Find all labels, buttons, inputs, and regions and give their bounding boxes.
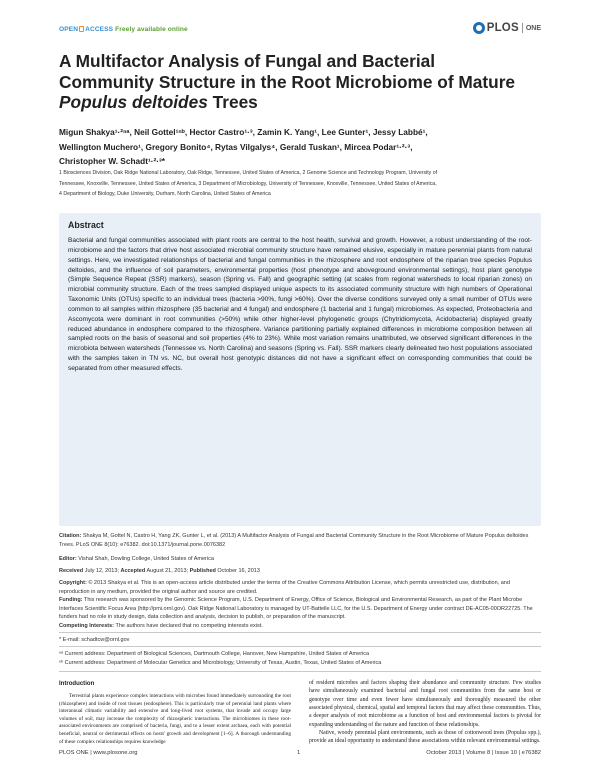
- author-line-2: Wellington Muchero¹, Gregory Bonito⁴, Rytas Vilgalys⁴, Gerald Tuskan¹, Mircea Podar¹·²·³,: [59, 141, 413, 152]
- email-line: [59, 636, 541, 645]
- funding-text: This research was sponsored by the Genomic Science Program, U.S. Department of Energy, Office of Science, Biological and Environmental Research, as part of the Plant Microbe Interfaces Scientific Focus Area (http://pmi.ornl.gov). Oak Ridge National Laboratory is managed by UT-Battelle LLC, for the U.S. Department of Energy under contract DE-AC05-00OR22725. The funders had no role in study design, data collection and analysis, decision to publish, or preparation of the manuscript.: [59, 597, 533, 621]
- footer-page-number: 1: [297, 750, 301, 756]
- copyright-label: Copyright:: [59, 580, 87, 586]
- footer-issue-info: October 2013 | Volume 8 | Issue 10 | e76382: [426, 750, 541, 756]
- abstract-text: Bacterial and fungal communities associated with plant roots are central to the host health, survival and growth. However, a robust understanding of the root-microbiome and the factors that drive host associated microbial community structure have remained elusive, especially in mature perennial plants from natural settings. Here, we investigated relationships of bacterial and fungal communities in the rhizosphere and root endosphere of the riparian tree species Populus deltoides, and the influence of soil parameters, environmental properties (host phenotype and aboveground environmental settings), host plant genotype (Simple Sequence Repeat (SSR) markers), season (Spring vs. Fall) and geographic setting (at scales from regional watersheds to local riparian zones) on microbial community structure. Each of the trees sampled displayed unique aspects to its associated community structure with high numbers of Operational Taxonomic Units (OTUs) specific to an individual trees (bacteria >90%, fungi >60%). Over the diverse conditions surveyed only a small number of OTUs were common to all samples within rhizosphere (35 bacterial and 4 fungal) and endosphere (1 bacterial and 1 fungal) microbiomes. As expected, Proteobacteria and Ascomycota were dominant in root communities (>50%) while other higher-level phylogenetic groups (Chytridiomycota, Acidobacteria) displayed greatly reduced abundance in endosphere compared to the rhizosphere. Variance partitioning partially explained differences in microbiome composition between all sampled roots on the basis of seasonal and soil properties (4% to 23%). While most variation remains unattributed, we observed significant differences in the microbiota between watersheds (Tennessee vs. North Carolina) and seasons (Spring vs. Fall). SSR markers clearly delineated two host populations associated with the samples taken in TN vs. NC, but overall host genotypic distances did not have a significant effect on corresponding communities that could be separated from other measured effects.: [68, 237, 532, 372]
- journal-sub-logo: ONE: [525, 24, 541, 32]
- title-line-1: A Multifactor Analysis of Fungal and Bacterial: [59, 51, 436, 71]
- accepted-date: August 21, 2013;: [146, 568, 189, 574]
- access-word: ACCESS: [85, 26, 114, 33]
- citation-text[interactable]: Shakya M, Gottel N, Castro H, Yang ZK, Gunter L, et al. (2013) A Multifactor Analysis of Fungal and Bacterial Community Structure in the Root Microbiome of Mature Populus deltoides Trees. PLoS ONE 8(10): e76382. doi:10.1371/journal.pone.0076382: [59, 533, 529, 548]
- open-access-word: OPEN: [59, 26, 79, 33]
- affiliation-line-1: 1 Biosciences Division, Oak Ridge National Laboratory, Oak Ridge, Tennessee, United States of America, 2 Genome Science and Technology Program, University of: [59, 170, 438, 176]
- plos-circle-icon: [473, 22, 485, 34]
- article-title: [59, 51, 549, 113]
- corresponding-email[interactable]: * E-mail: schadtcw@ornl.gov: [59, 637, 130, 643]
- journal-header-bar: [59, 24, 541, 38]
- dates-line: [59, 567, 541, 576]
- open-lock-icon: [79, 26, 84, 32]
- author-line-1: Migun Shakya¹·²ⁿᵃ, Neil Gottel¹ⁿᵇ, Hector Castro¹·³, Zamin K. Yang¹, Lee Gunter¹, Jessy Labbé¹,: [59, 127, 428, 137]
- intro-right-column: [309, 679, 541, 746]
- footer-journal-url[interactable]: PLOS ONE | www.plosone.org: [59, 750, 138, 756]
- meta-divider-2: [59, 646, 541, 647]
- editor-text: Vishal Shah, Dowling College, United States of America: [78, 556, 214, 562]
- author-list: [59, 125, 549, 169]
- funding-label: Funding:: [59, 597, 83, 603]
- funding-block: [59, 596, 541, 622]
- intro-left-column: [59, 679, 291, 746]
- title-species: Populus deltoides: [59, 92, 208, 112]
- copyright-text: © 2013 Shakya et al. This is an open-access article distributed under the terms of the Creative Commons Attribution License, which permits unrestricted use, distribution, and reproduction in any medium, provided the original author and source are credited.: [59, 580, 510, 595]
- abstract-box: [59, 213, 541, 526]
- freely-available-label: Freely available online: [115, 26, 188, 33]
- editor-line: [59, 555, 541, 564]
- published-date: October 16, 2013: [217, 568, 260, 574]
- current-address-a-text: ⁿᵃ Current address: Department of Biological Sciences, Dartmouth College, Hanover, New Hampshire, United States of America: [59, 651, 370, 657]
- accepted-label: Accepted: [120, 568, 146, 574]
- current-address-b: [59, 659, 541, 668]
- affiliation-line-2: Tennessee, Knoxville, Tennessee, United States of America, 3 Department of Microbiology, University of Tennessee, Knoxville, Tennessee, United States of America,: [59, 180, 437, 187]
- current-address-b-text: ⁿᵇ Current address: Department of Molecular Genetics and Microbiology, University of Texas, Austin, Texas, United States of America: [59, 660, 382, 666]
- citation-block: [59, 532, 541, 549]
- intro-paragraph-1: Terrestrial plants experience complex interactions with microbes found immediately surrounding the root (rhizosphere) and inside of root tissues (endosphere). This is particularly true of perennial land plants where interannual climatic variability and extensive and long-lived root systems, that invade and occupy large volumes of soil, may increase the complexity of rhizospheric interactions. The microbiomes in these root-associated environments are comprised of bacteria, fungi, and to a lesser extent archaea, each with potential beneficial, neutral or detrimental effects on hosts' growth and development [1–6]. A thorough understanding of these complex relationships requires knowledge: [59, 693, 291, 745]
- title-line-2: Community Structure in the Root Microbiome of Mature: [59, 71, 516, 92]
- intro-paragraph-3: Native, woody perennial plant environments, such as those of cottonwood trees (Populus spp.), provide an ideal opportunity to understand these associations within relevant environmental settings.: [309, 729, 541, 745]
- copyright-block: [59, 579, 541, 596]
- competing-interests-label: Competing Interests:: [59, 623, 115, 629]
- page-footer: [59, 750, 541, 760]
- current-address-a: [59, 650, 541, 659]
- meta-divider-1: [59, 632, 541, 633]
- citation-label: Citation:: [59, 533, 82, 539]
- published-label: Published: [189, 568, 216, 574]
- competing-interests-text: The authors have declared that no competing interests exist.: [115, 623, 263, 629]
- open-access-label: [59, 25, 188, 33]
- editor-label: Editor:: [59, 556, 77, 562]
- affiliations: [59, 168, 549, 200]
- plos-one-logo: [473, 22, 541, 34]
- intro-paragraph-2: of resident microbes and factors shaping their abundance and community structure. Few studies have simultaneously examined bacterial and fungal root communities from the same host or genotype over time and even fewer have simultaneously and thoroughly measured the other associated physical, chemical, spatial and temporal factors that may affect these communities. Thus, a deeper analysis of root microbiome as a function of host and environmental factors is pivotal for expanding understanding of the nature and function of these relationships.: [309, 680, 541, 728]
- author-line-3: Christopher W. Schadt¹·²·³*: [59, 156, 166, 166]
- received-date: July 12, 2013;: [84, 568, 119, 574]
- received-label: Received: [59, 568, 84, 574]
- affiliation-line-3: 4 Department of Biology, Duke University, Durham, North Carolina, United States of America: [59, 191, 271, 197]
- plos-logo-text: PLOS: [486, 22, 519, 34]
- competing-interests-line: [59, 622, 541, 631]
- meta-divider-3: [59, 671, 541, 672]
- logo-divider: [522, 23, 523, 33]
- title-trees: Trees: [207, 92, 258, 112]
- title-line-3: [59, 92, 549, 113]
- abstract-heading: Abstract: [68, 220, 104, 230]
- introduction-heading: Introduction: [59, 681, 95, 687]
